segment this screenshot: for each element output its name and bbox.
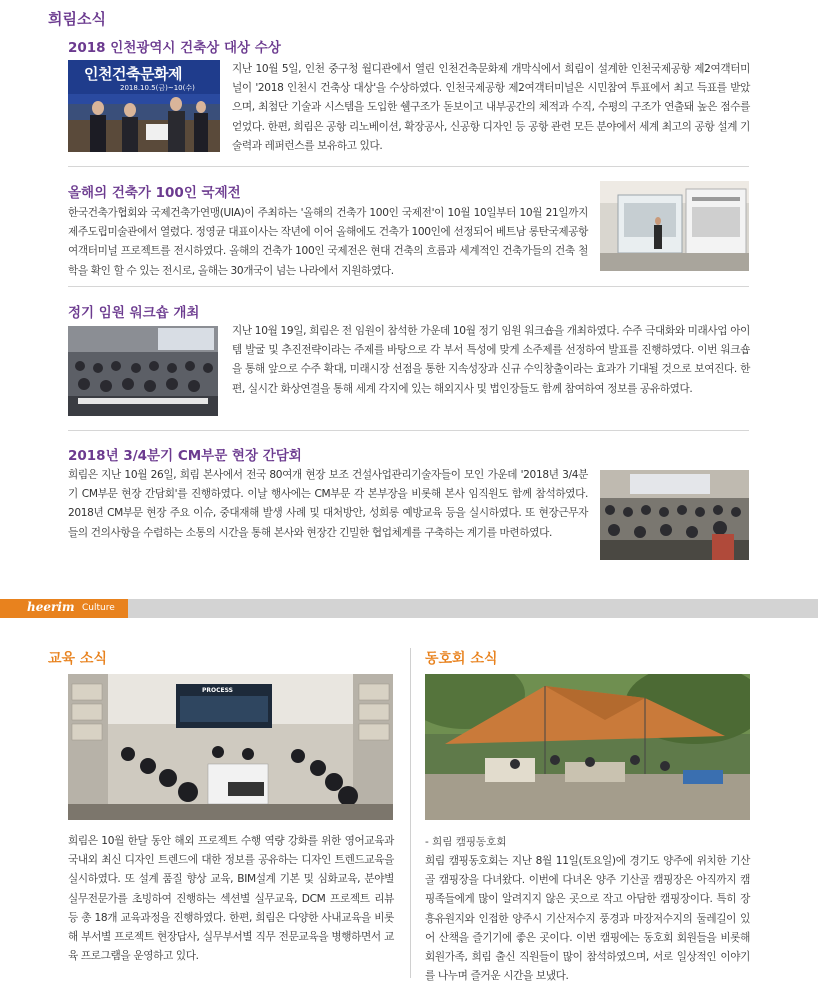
article-title-award: 2018 인천광역시 건축상 대상 수상 [68, 40, 281, 56]
camping-photo [425, 674, 750, 820]
culture-banner [0, 599, 818, 618]
divider [68, 166, 749, 167]
award-ceremony-photo [68, 60, 220, 152]
article-body-workshop: 지난 10월 19일, 희림은 전 임원이 참석한 가운데 10월 정기 임원 워크숍을 개최하였다. 수주 극대화와 미래사업 아이템 발굴 및 추진전략이라는 주제를 바탕으로 각 부서 특성에 맞게 소주제를 선정하여 발표를 진행하였다. 이번 워크숍을 통해 앞으로 수주 확대, 미래시장 선점을 통한 지속성장과 신규 수익창출이라는 효과가 기대될 것으로 보여진다. 한편, 실시간 화상연결을 통해 세계 각지에 있는 해외지사 및 법인장들도 함께 참여하여 정보를 공유하였다. [232, 325, 750, 395]
article-body-exhibition: 한국건축가협회와 국제건축가연맹(UIA)이 주최하는 '올해의 건축가 100인 국제전'이 10월 10일부터 10월 21일까지 제주도립미술관에서 열렸다. 정영균 대표이사는 작년에 이어 올해에도 건축가 100인에 선정되어 베트남 롱탄국제공항 여객터미널 프로젝트를 전시하였다. 올해의 건축가 100인 국제전은 현대 건축의 흐름과 세계적인 건축가들의 건축 철학을 확인 할 수 있는 전시로, 올해는 30개국이 넘는 나라에서 지원하였다. [68, 207, 588, 277]
heerim-logo: heerim [27, 600, 75, 614]
photo-banner-date: 2018.10.5(금)~10(수) [120, 84, 195, 92]
article-body-award: 지난 10월 5일, 인천 중구청 월디관에서 열린 인천건축문화제 개막식에서 희림이 설계한 인천국제공항 제2여객터미널이 '2018 인천시 건축상 대상'을 수상하였다. 인천국제공항 제2여객터미널은 시민참여 투표에서 최고 득표를 받았으며, 최첨단 기술과 시스템을 도입한 쉘구조가 돋보이고 내부공간의 체적과 수직, 수평의 구조가 연출돼 높은 점수를 얻었다. 한편, 희림은 공항 리노베이션, 확장공사, 신공항 디자인 등 공항 관련 모든 분야에서 세계 최고의 공항 설계 기술력과 레퍼런스를 보유하고 있다. [232, 63, 751, 152]
culture-banner-tab [0, 599, 128, 618]
club-title: 동호회 소식 [425, 651, 498, 667]
club-body: 희림 캠핑동호회는 지난 8월 11일(토요일)에 경기도 양주에 위치한 기산골 캠핑장을 다녀왔다. 이번에 다녀온 양주 기산골 캠핑장은 아직까지 캠핑족들에게 많이 알려지지 않은 곳으로 작고 아담한 캠핑장이다. 특히 장흥유원지와 인접한 양주시 기산저수지 풍경과 마장저수지의 둘레길이 있어 산책을 즐기기에 좋은 곳이다. 이번 캠핑에는 동호회 회원들을 비롯해 회원가족, 희림 출신 직원들이 많이 참석하였으며, 서로 일상적인 이야기를 나누며 즐거운 시간을 보냈다. [425, 855, 750, 983]
education-title: 교육 소식 [48, 651, 107, 667]
banner-label: Culture [82, 603, 115, 613]
article-title-cm-meeting: 2018년 3/4분기 CM부문 현장 간담회 [68, 448, 302, 464]
cm-meeting-photo [600, 470, 749, 560]
projector-screen-text: PROCESS [202, 687, 233, 694]
club-caption: - 희림 캠핑동호회 [425, 836, 507, 848]
education-body: 희림은 10월 한달 동안 해외 프로젝트 수행 역량 강화를 위한 영어교육과 국내외 최신 디자인 트렌드에 대한 정보를 공유하는 디자인 트렌드교육을 실시하였다. 또 설계 품질 향상 교육, BIM설계 기본 및 심화교육, 분야별 실무전문가를 초빙하여 진행하는 섹션별 실무교육, DCM 프로젝트 리뷰 등 총 18개 교육과정을 진행하였다. 한편, 희림은 다양한 사내교육을 비롯해 부서별 프로젝트 현장답사, 실무부서별 직무 전문교육을 병행하면서 교육 프로그램을 운영하고 있다. [68, 835, 394, 963]
section-title: 희림소식 [48, 10, 106, 28]
article-title-workshop: 정기 임원 워크숍 개최 [68, 305, 200, 321]
workshop-photo [68, 326, 218, 416]
column-divider [410, 648, 411, 978]
education-photo [68, 674, 393, 820]
divider [68, 430, 749, 431]
article-title-exhibition: 올해의 건축가 100인 국제전 [68, 185, 241, 201]
article-body-cm-meeting: 희림은 지난 10월 26일, 희림 본사에서 전국 80여개 현장 보조 건설사업관리기술자들이 모인 가운데 '2018년 3/4분기 CM부문 현장 간담회'를 진행하였다. 이날 행사에는 CM부문 각 본부장을 비롯해 본사 임직원도 함께 참석하였다. 2018년 CM부문 현장 주요 이슈, 중대재해 발생 사례 및 대처방안, 성희롱 예방교육 등을 실시하였다. 또 현장근무자들의 건의사항을 수렴하는 소통의 시간을 통해 본사와 현장간 긴밀한 협업체계를 구축하는 계기를 마련하였다. [68, 469, 588, 539]
photo-banner-text: 인천건축문화제 [84, 65, 182, 83]
divider [68, 286, 749, 287]
exhibition-photo [600, 181, 749, 271]
